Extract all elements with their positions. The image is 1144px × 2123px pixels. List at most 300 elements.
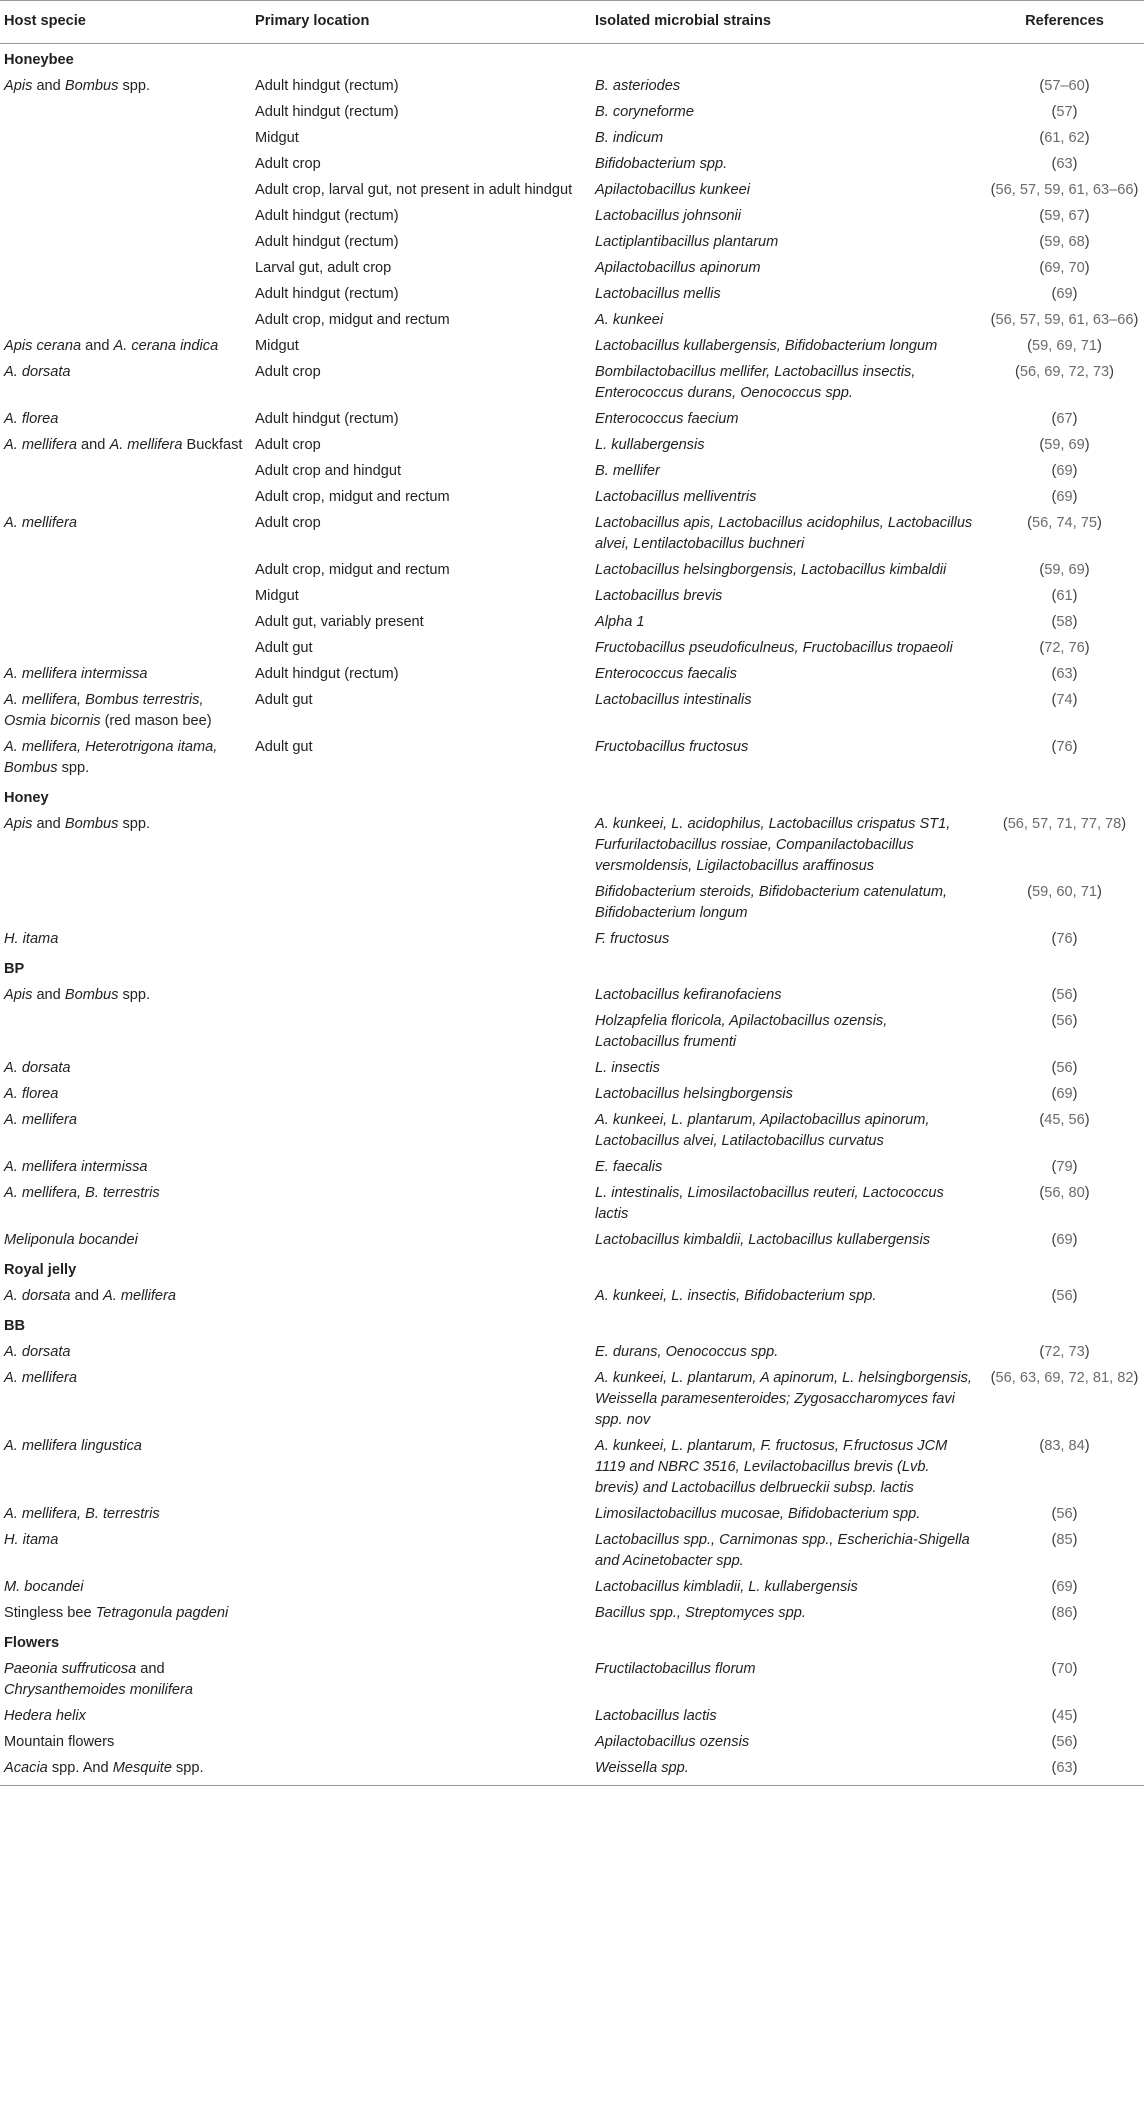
microbial-strain-cell: B. mellifer xyxy=(595,463,660,479)
host-specie-cell xyxy=(0,178,255,204)
references-cell: (79) xyxy=(1051,1159,1078,1175)
table-row xyxy=(0,485,1144,511)
citation-numbers: 61 xyxy=(1056,588,1073,604)
host-specie-cell xyxy=(0,511,255,558)
host-specie-cell xyxy=(0,407,255,433)
primary-location-cell: Adult crop, midgut and rectum xyxy=(255,312,450,328)
table-row xyxy=(0,1528,1144,1575)
primary-location-cell: Adult crop, larval gut, not present in adult hindgut xyxy=(255,182,573,198)
table-row xyxy=(0,256,1144,282)
host-text: A. mellifera, Bombus terrestris, Osmia bicornis xyxy=(4,692,204,729)
host-specie-cell xyxy=(0,688,255,735)
host-specie-cell xyxy=(0,1704,255,1730)
host-text: and xyxy=(32,816,65,832)
primary-location-cell xyxy=(255,1284,595,1310)
host-text: A. florea xyxy=(4,1086,59,1102)
references-cell: (56) xyxy=(1051,1288,1078,1304)
citation-numbers: 56, 69, 72, 73 xyxy=(1019,364,1110,380)
primary-location-cell xyxy=(255,1082,595,1108)
references-cell: (45) xyxy=(1051,1708,1078,1724)
primary-location-cell xyxy=(255,1340,595,1366)
microbial-strain-cell: Lactobacillus brevis xyxy=(595,588,723,604)
header-primary-location: Primary location xyxy=(255,1,595,44)
table-body xyxy=(0,44,1144,1786)
citation-numbers: 56, 57, 59, 61, 63–66 xyxy=(995,182,1134,198)
host-specie-cell xyxy=(0,485,255,511)
host-specie-cell xyxy=(0,1528,255,1575)
host-text: A. florea xyxy=(4,411,59,427)
citation-numbers: 83, 84 xyxy=(1044,1438,1085,1454)
table-row xyxy=(0,880,1144,927)
header-isolated-strains: Isolated microbial strains xyxy=(595,1,985,44)
host-text: A. mellifera, Heterotrigona itama, Bombus xyxy=(4,739,218,776)
citation-numbers: 56 xyxy=(1056,1013,1073,1029)
citation-numbers: 56 xyxy=(1056,1506,1073,1522)
primary-location-cell: Adult gut xyxy=(255,739,313,755)
host-text: Hedera helix xyxy=(4,1708,86,1724)
primary-location-cell: Adult gut xyxy=(255,692,313,708)
microbial-strain-cell: Lactobacillus kimbladii, L. kullabergensis xyxy=(595,1579,858,1595)
references-cell: (59, 69) xyxy=(1039,562,1090,578)
primary-location-cell: Adult crop, midgut and rectum xyxy=(255,562,450,578)
citation-numbers: 69 xyxy=(1056,286,1073,302)
microbial-strain-cell: Alpha 1 xyxy=(595,614,645,630)
host-specie-cell xyxy=(0,204,255,230)
microbial-strain-cell: Lactobacillus apis, Lactobacillus acidophilus, Lactobacillus alvei, Lentilactobacillus buchneri xyxy=(595,515,973,552)
references-cell: (69) xyxy=(1051,1579,1078,1595)
table-row xyxy=(0,1181,1144,1228)
citation-numbers: 59, 60, 71 xyxy=(1032,884,1097,900)
host-text: A. mellifera xyxy=(109,437,183,453)
host-specie-cell xyxy=(0,433,255,459)
table-row xyxy=(0,610,1144,636)
table-row xyxy=(0,1228,1144,1254)
microbial-strain-cell: L. kullabergensis xyxy=(595,437,705,453)
table-row xyxy=(0,812,1144,880)
primary-location-cell xyxy=(255,1434,595,1502)
host-text: and xyxy=(136,1661,165,1677)
host-specie-cell xyxy=(0,584,255,610)
microbial-strain-cell: A. kunkeei xyxy=(595,312,664,328)
references-cell: (61, 62) xyxy=(1039,130,1090,146)
section-label: Royal jelly xyxy=(4,1262,77,1278)
table-row xyxy=(0,152,1144,178)
references-cell: (69) xyxy=(1051,1086,1078,1102)
table-row xyxy=(0,983,1144,1009)
host-specie-cell xyxy=(0,74,255,100)
host-text: Bombus xyxy=(64,987,119,1003)
table-row xyxy=(0,1108,1144,1155)
table-row xyxy=(0,1502,1144,1528)
microbial-strain-cell: Fructobacillus pseudoficulneus, Fructobacillus tropaeoli xyxy=(595,640,953,656)
primary-location-cell: Adult hindgut (rectum) xyxy=(255,286,399,302)
table-row xyxy=(0,511,1144,558)
table-row xyxy=(0,1704,1144,1730)
citation-numbers: 63 xyxy=(1056,156,1073,172)
host-specie-cell xyxy=(0,662,255,688)
references-cell: (45, 56) xyxy=(1039,1112,1090,1128)
table-row xyxy=(0,282,1144,308)
primary-location-cell: Adult crop xyxy=(255,437,321,453)
host-specie-cell xyxy=(0,1601,255,1627)
references-cell: (72, 76) xyxy=(1039,640,1090,656)
section-label: BP xyxy=(4,961,25,977)
microbial-strain-cell: B. coryneforme xyxy=(595,104,694,120)
host-specie-cell xyxy=(0,459,255,485)
table-row xyxy=(0,1009,1144,1056)
microbial-strain-cell: Lactobacillus helsingborgensis xyxy=(595,1086,793,1102)
references-cell: (85) xyxy=(1051,1532,1078,1548)
host-text: A. mellifera xyxy=(4,1112,77,1128)
table-row xyxy=(0,662,1144,688)
primary-location-cell xyxy=(255,1181,595,1228)
host-text: A. dorsata xyxy=(4,1060,71,1076)
table-row xyxy=(0,1601,1144,1627)
citation-numbers: 69, 70 xyxy=(1044,260,1085,276)
primary-location-cell xyxy=(255,1108,595,1155)
table-row xyxy=(0,1657,1144,1704)
host-text: Apis xyxy=(4,816,33,832)
citation-numbers: 69 xyxy=(1056,463,1073,479)
primary-location-cell: Midgut xyxy=(255,130,299,146)
table-row xyxy=(0,459,1144,485)
host-text: A. mellifera xyxy=(103,1288,176,1304)
primary-location-cell xyxy=(255,983,595,1009)
table-row xyxy=(0,308,1144,334)
references-cell: (56) xyxy=(1051,1506,1078,1522)
citation-numbers: 56 xyxy=(1056,1060,1073,1076)
primary-location-cell xyxy=(255,1502,595,1528)
host-text: Meliponula bocandei xyxy=(4,1232,138,1248)
microbial-strain-cell: Limosilactobacillus mucosae, Bifidobacterium spp. xyxy=(595,1506,921,1522)
references-cell: (70) xyxy=(1051,1661,1078,1677)
host-specie-cell xyxy=(0,1366,255,1434)
microbial-strain-cell: B. asteriodes xyxy=(595,78,681,94)
host-text: Buckfast xyxy=(182,437,243,453)
host-text: Tetragonula pagdeni xyxy=(95,1605,229,1621)
section-row xyxy=(0,1627,1144,1657)
microbial-strain-cell: Lactobacillus spp., Carnimonas spp., Escherichia-Shigella and Acinetobacter spp. xyxy=(595,1532,970,1569)
citation-numbers: 69 xyxy=(1056,1232,1073,1248)
primary-location-cell xyxy=(255,1228,595,1254)
table-row xyxy=(0,1056,1144,1082)
host-specie-cell xyxy=(0,1434,255,1502)
citation-numbers: 59, 67 xyxy=(1044,208,1085,224)
citation-numbers: 58 xyxy=(1056,614,1073,630)
primary-location-cell: Adult hindgut (rectum) xyxy=(255,78,399,94)
table-row xyxy=(0,558,1144,584)
references-cell: (56, 74, 75) xyxy=(1027,515,1102,531)
citation-numbers: 56, 57, 71, 77, 78 xyxy=(1007,816,1122,832)
host-text: A. cerana indica xyxy=(113,338,219,354)
table-row xyxy=(0,230,1144,256)
primary-location-cell: Adult crop, midgut and rectum xyxy=(255,489,450,505)
microbial-strain-cell: Weissella spp. xyxy=(595,1756,985,1786)
citation-numbers: 85 xyxy=(1056,1532,1073,1548)
host-specie-cell xyxy=(0,256,255,282)
host-specie-cell xyxy=(0,1228,255,1254)
table-row xyxy=(0,334,1144,360)
primary-location-cell xyxy=(255,812,595,880)
host-text: spp. xyxy=(118,816,151,832)
host-specie-cell xyxy=(0,126,255,152)
citation-numbers: 45 xyxy=(1056,1708,1073,1724)
citation-numbers: 45, 56 xyxy=(1044,1112,1085,1128)
host-specie-cell xyxy=(0,1756,255,1786)
microbial-strain-cell: L. intestinalis, Limosilactobacillus reuteri, Lactococcus lactis xyxy=(595,1185,944,1222)
microbial-strain-cell: A. kunkeei, L. plantarum, F. fructosus, F.fructosus JCM 1119 and NBRC 3516, Levilactobacillus brevis (Lvb. brevis) and Lactobacillus delbrueckii subsp. lactis xyxy=(595,1438,948,1496)
microbial-strain-cell: Bifidobacterium steroids, Bifidobacterium catenulatum, Bifidobacterium longum xyxy=(595,884,948,921)
references-cell: (59, 68) xyxy=(1039,234,1090,250)
microbial-strain-cell: Holzapfelia floricola, Apilactobacillus ozensis, Lactobacillus frumenti xyxy=(595,1013,888,1050)
host-text: Mountain flowers xyxy=(4,1734,115,1750)
section-label: BB xyxy=(4,1318,26,1334)
citation-numbers: 56, 74, 75 xyxy=(1032,515,1097,531)
microbial-strain-cell: Lactobacillus kefiranofaciens xyxy=(595,987,782,1003)
citation-numbers: 69 xyxy=(1056,489,1073,505)
microbial-strain-cell: Enterococcus faecalis xyxy=(595,666,737,682)
host-text: A. dorsata xyxy=(4,1344,71,1360)
citation-numbers: 59, 69 xyxy=(1044,437,1085,453)
microbial-strain-cell: Apilactobacillus ozensis xyxy=(595,1734,750,1750)
host-specie-cell xyxy=(0,334,255,360)
citation-numbers: 67 xyxy=(1056,411,1073,427)
host-text: and xyxy=(77,437,110,453)
host-specie-cell xyxy=(0,152,255,178)
references-cell: (83, 84) xyxy=(1039,1438,1090,1454)
microbial-strain-cell: Lactobacillus helsingborgensis, Lactobacillus kimbaldii xyxy=(595,562,947,578)
table-row xyxy=(0,1434,1144,1502)
references-cell: (56) xyxy=(1051,987,1078,1003)
host-text: H. itama xyxy=(4,931,59,947)
primary-location-cell: Adult hindgut (rectum) xyxy=(255,208,399,224)
host-specie-cell xyxy=(0,1575,255,1601)
references-cell: (76) xyxy=(1051,739,1078,755)
microbial-strain-cell: Apilactobacillus kunkeei xyxy=(595,182,750,198)
host-specie-cell xyxy=(0,558,255,584)
host-text: Apis cerana xyxy=(4,338,82,354)
citation-numbers: 63 xyxy=(1056,1760,1073,1776)
table-row xyxy=(0,74,1144,100)
microbial-strain-cell: Lactobacillus intestinalis xyxy=(595,692,752,708)
references-cell: (72, 73) xyxy=(1039,1344,1090,1360)
table-row xyxy=(0,1575,1144,1601)
primary-location-cell: Adult crop xyxy=(255,364,321,380)
references-cell: (63) xyxy=(1051,156,1078,172)
host-text: Bombus xyxy=(64,816,119,832)
section-row xyxy=(0,44,1144,75)
host-specie-cell xyxy=(0,100,255,126)
table-row xyxy=(0,204,1144,230)
microbial-strain-cell: Bifidobacterium spp. xyxy=(595,156,728,172)
primary-location-cell xyxy=(255,880,595,927)
microbial-strain-cell: Lactobacillus kimbaldii, Lactobacillus kullabergensis xyxy=(595,1232,931,1248)
host-text: and xyxy=(81,338,114,354)
primary-location-cell xyxy=(255,927,595,953)
references-cell: (59, 60, 71) xyxy=(1027,884,1102,900)
host-specie-cell xyxy=(0,1155,255,1181)
primary-location-cell xyxy=(255,1704,595,1730)
host-specie-cell xyxy=(0,360,255,407)
table-row xyxy=(0,1155,1144,1181)
host-specie-cell xyxy=(0,308,255,334)
microbial-strain-cell: Bacillus spp., Streptomyces spp. xyxy=(595,1605,806,1621)
microbial-strain-cell: Enterococcus faecium xyxy=(595,411,739,427)
citation-numbers: 86 xyxy=(1056,1605,1073,1621)
microbial-strain-cell: Bombilactobacillus mellifer, Lactobacillus insectis, Enterococcus durans, Oenococcus spp. xyxy=(595,364,916,401)
primary-location-cell: Adult crop xyxy=(255,515,321,531)
citation-numbers: 57–60 xyxy=(1044,78,1085,94)
host-text: spp. And xyxy=(47,1760,113,1776)
references-cell: (69, 70) xyxy=(1039,260,1090,276)
host-specie-cell xyxy=(0,880,255,927)
references-cell: (56) xyxy=(1051,1060,1078,1076)
host-specie-cell xyxy=(0,636,255,662)
host-specie-cell xyxy=(0,1502,255,1528)
primary-location-cell: Adult gut, variably present xyxy=(255,614,424,630)
host-specie-cell xyxy=(0,1082,255,1108)
host-text: Chrysanthemoides monilifera xyxy=(4,1682,193,1698)
citation-numbers: 72, 73 xyxy=(1044,1344,1085,1360)
primary-location-cell xyxy=(255,1657,595,1704)
microbial-strain-cell: A. kunkeei, L. plantarum, Apilactobacillus apinorum, Lactobacillus alvei, Latilactobacillus curvatus xyxy=(595,1112,930,1149)
citation-numbers: 59, 68 xyxy=(1044,234,1085,250)
microbial-strain-cell: Lactobacillus kullabergensis, Bifidobacterium longum xyxy=(595,338,938,354)
table-row xyxy=(0,1082,1144,1108)
microbial-strain-cell: E. faecalis xyxy=(595,1159,663,1175)
table-row xyxy=(0,407,1144,433)
table-row xyxy=(0,1340,1144,1366)
citation-numbers: 56, 63, 69, 72, 81, 82 xyxy=(995,1370,1134,1386)
references-cell: (59, 69, 71) xyxy=(1027,338,1102,354)
citation-numbers: 59, 69 xyxy=(1044,562,1085,578)
host-text: spp. xyxy=(171,1760,204,1776)
citation-numbers: 69 xyxy=(1056,1579,1073,1595)
microbial-strain-cell: Lactobacillus johnsonii xyxy=(595,208,742,224)
citation-numbers: 56 xyxy=(1056,1734,1073,1750)
section-row xyxy=(0,1254,1144,1284)
citation-numbers: 76 xyxy=(1056,931,1073,947)
table-row xyxy=(0,126,1144,152)
host-text: spp. xyxy=(118,78,151,94)
host-specie-cell xyxy=(0,610,255,636)
host-specie-cell xyxy=(0,1657,255,1704)
host-text: Paeonia suffruticosa xyxy=(4,1661,137,1677)
citation-numbers: 56 xyxy=(1056,987,1073,1003)
primary-location-cell: Midgut xyxy=(255,588,299,604)
host-text: A. dorsata xyxy=(4,1288,71,1304)
section-row xyxy=(0,953,1144,983)
host-text: Apis xyxy=(4,78,33,94)
section-label: Honeybee xyxy=(4,52,74,68)
citation-numbers: 59, 69, 71 xyxy=(1032,338,1097,354)
host-text: A. mellifera intermissa xyxy=(4,1159,148,1175)
table-row xyxy=(0,735,1144,782)
host-text: Mesquite xyxy=(112,1760,172,1776)
table-row xyxy=(0,360,1144,407)
references-cell: (86) xyxy=(1051,1605,1078,1621)
header-host-specie: Host specie xyxy=(0,1,255,44)
host-specie-cell xyxy=(0,1730,255,1756)
host-text: Stingless bee xyxy=(4,1605,96,1621)
table-row xyxy=(0,636,1144,662)
references-cell: (56, 63, 69, 72, 81, 82) xyxy=(990,1370,1139,1386)
host-text: A. mellifera, B. terrestris xyxy=(4,1506,160,1522)
host-specie-cell xyxy=(0,1284,255,1310)
references-cell: (59, 69) xyxy=(1039,437,1090,453)
references-cell: (63) xyxy=(985,1756,1144,1786)
microbial-strain-cell: E. durans, Oenococcus spp. xyxy=(595,1344,779,1360)
host-text: A. mellifera lingustica xyxy=(4,1438,142,1454)
host-text: spp. xyxy=(57,760,90,776)
references-cell: (57–60) xyxy=(1039,78,1090,94)
host-text: and xyxy=(32,987,65,1003)
section-label: Honey xyxy=(4,790,49,806)
microbial-strain-cell: B. indicum xyxy=(595,130,664,146)
host-text: A. mellifera xyxy=(4,437,77,453)
host-specie-cell xyxy=(0,812,255,880)
table-row xyxy=(0,688,1144,735)
primary-location-cell: Adult crop xyxy=(255,156,321,172)
microbial-strain-cell: Fructobacillus fructosus xyxy=(595,739,749,755)
references-cell: (69) xyxy=(1051,463,1078,479)
references-cell: (56, 80) xyxy=(1039,1185,1090,1201)
microbial-strain-cell: A. kunkeei, L. insectis, Bifidobacterium spp. xyxy=(595,1288,877,1304)
table-row xyxy=(0,433,1144,459)
citation-numbers: 74 xyxy=(1056,692,1073,708)
table-row xyxy=(0,1756,1144,1786)
host-text: spp. xyxy=(118,987,151,1003)
host-text: (red mason bee) xyxy=(100,713,212,729)
references-cell: (63) xyxy=(1051,666,1078,682)
citation-numbers: 69 xyxy=(1056,1086,1073,1102)
microbial-strain-cell: Lactobacillus lactis xyxy=(595,1708,717,1724)
table-row xyxy=(0,1284,1144,1310)
host-text: Bombus xyxy=(64,78,119,94)
primary-location-cell: Adult hindgut (rectum) xyxy=(255,411,399,427)
references-cell: (61) xyxy=(1051,588,1078,604)
table-row xyxy=(0,1366,1144,1434)
table-row xyxy=(0,584,1144,610)
host-specie-cell xyxy=(0,1181,255,1228)
host-text: Acacia xyxy=(4,1760,48,1776)
primary-location-cell xyxy=(255,1009,595,1056)
primary-location-cell: Adult hindgut (rectum) xyxy=(255,104,399,120)
references-cell: (67) xyxy=(1051,411,1078,427)
host-specie-cell xyxy=(0,1108,255,1155)
microbial-strain-cell: A. kunkeei, L. acidophilus, Lactobacillus crispatus ST1, Furfurilactobacillus rossiae, Companilactobacillus versmoldensis, Ligilactobacillus araffinosus xyxy=(595,816,951,874)
references-cell: (56, 69, 72, 73) xyxy=(1014,364,1114,380)
microbial-strain-cell: A. kunkeei, L. plantarum, A apinorum, L. helsingborgensis, Weissella paramesenteroides; Zygosaccharomyces favi spp. nov xyxy=(595,1370,972,1428)
microbial-strain-cell: Fructilactobacillus florum xyxy=(595,1661,756,1677)
primary-location-cell xyxy=(255,1056,595,1082)
section-row xyxy=(0,1310,1144,1340)
microbial-strain-cell: Lactiplantibacillus plantarum xyxy=(595,234,779,250)
host-text: A. mellifera intermissa xyxy=(4,666,148,682)
citation-numbers: 56, 80 xyxy=(1044,1185,1085,1201)
section-row xyxy=(0,782,1144,812)
microbial-strain-cell: Lactobacillus mellis xyxy=(595,286,721,302)
primary-location-cell: Adult gut xyxy=(255,640,313,656)
host-text: A. mellifera xyxy=(4,1370,77,1386)
references-cell: (56) xyxy=(1051,1013,1078,1029)
host-text: Apis xyxy=(4,987,33,1003)
host-specie-cell xyxy=(0,1056,255,1082)
primary-location-cell xyxy=(255,1756,595,1786)
microbial-strain-cell: Lactobacillus melliventris xyxy=(595,489,757,505)
primary-location-cell xyxy=(255,1528,595,1575)
host-text: A. mellifera, B. terrestris xyxy=(4,1185,160,1201)
